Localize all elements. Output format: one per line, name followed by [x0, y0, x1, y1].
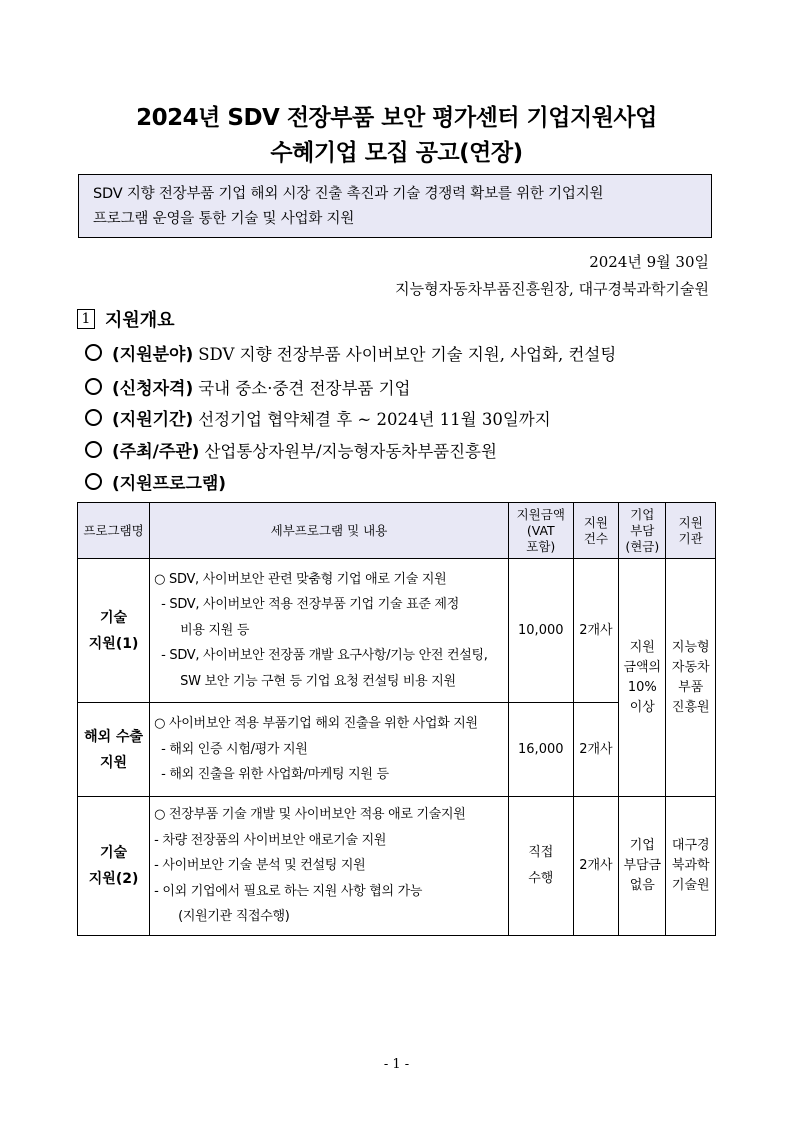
agency-line: 지능형 [671, 639, 710, 655]
agency-line: 대구경 [671, 837, 710, 853]
table-header-row [78, 503, 716, 559]
support-count: 2개사 [573, 559, 618, 703]
amount-line: 직접 [528, 844, 554, 860]
header-detail: 세부프로그램 및 내용 [150, 503, 509, 559]
program-name-line: 지원(1) [88, 635, 139, 652]
bullet-value: SDV 지향 전장부품 사이버보안 기술 지원, 사업화, 컨설팅 [198, 344, 617, 364]
agency-line: 자동차 [671, 659, 710, 675]
header-share-line: 기업 [630, 506, 655, 522]
detail-sub-cont: (지원기관 직접수행) [178, 909, 290, 924]
program-name-line: 기술 [100, 609, 128, 626]
bullet-label: (지원프로그램) [112, 474, 227, 494]
header-program: 프로그램명 [78, 503, 150, 559]
circle-bullet-icon [85, 473, 102, 490]
bullet-value: 산업통상자원부/지능형자동차부품진흥원 [204, 441, 497, 461]
detail-sub: - 해외 인증 시험/평가 지원 [161, 741, 308, 757]
company-share [619, 797, 666, 936]
share-line: 부담금 [623, 857, 662, 873]
circle-bullet-icon [85, 441, 102, 458]
support-amount [508, 797, 573, 936]
support-agency [666, 559, 716, 797]
header-share-line: (현금) [625, 538, 660, 554]
header-agency-line: 지원 [678, 514, 703, 530]
header-agency-line: 기관 [678, 530, 703, 546]
agency-line: 부품 [678, 679, 704, 695]
page-title-line1: 2024년 SDV 전장부품 보안 평가센터 기업지원사업 [136, 105, 657, 131]
bullet-item [85, 437, 497, 462]
detail-sub: - SDV, 사이버보안 적용 전장부품 기업 기술 표준 제정 [161, 597, 459, 613]
program-name-line: 지원(2) [88, 870, 139, 887]
detail-sub: - 이외 기업에서 필요로 하는 지원 사항 협의 가능 [154, 883, 423, 899]
support-count: 2개사 [573, 703, 618, 797]
header-amount-line: 지원금액 [516, 506, 565, 522]
detail-sub: - 사이버보안 기술 분석 및 컨설팅 지원 [154, 858, 366, 873]
agency-line: 진흥원 [671, 699, 710, 715]
header-amount [508, 503, 573, 559]
section-heading [77, 306, 175, 332]
bullet-value: 국내 중소·중견 전장부품 기업 [198, 378, 411, 398]
bullet-item [85, 374, 410, 399]
support-amount: 16,000 [508, 703, 573, 797]
share-line: 금액의 [623, 659, 662, 675]
detail-sub: - 해외 진출을 위한 사업화/마케팅 지원 등 [161, 767, 389, 783]
company-share [619, 559, 666, 797]
header-amount-line: (VAT [526, 522, 555, 538]
detail-sub: - SDV, 사이버보안 전장품 개발 요구사항/기능 안전 컨설팅, [161, 648, 488, 664]
program-detail [150, 797, 509, 936]
bullet-label: (지원분야) [112, 345, 194, 365]
support-agency [666, 797, 716, 936]
bullet-item [85, 469, 231, 494]
bullet-item [85, 405, 551, 430]
bullet-label: (주최/주관) [112, 442, 200, 462]
agency-line: 북과학 [671, 857, 710, 873]
detail-sub-cont: SW 보안 기능 구현 등 기업 요청 컨설팅 비용 지원 [180, 673, 456, 689]
circle-bullet-icon [85, 409, 102, 426]
detail-main: ○ 전장부품 기술 개발 및 사이버보안 적용 애로 기술지원 [154, 807, 466, 822]
program-detail [150, 559, 509, 703]
bullet-item [85, 340, 616, 365]
support-count: 2개사 [573, 797, 618, 936]
header-amount-line: 포함) [526, 538, 556, 554]
program-name-line: 기술 [100, 844, 128, 861]
circle-bullet-icon [85, 344, 102, 361]
issuing-organizations: 지능형자동차부품진흥원장, 대구경북과학기술원 [395, 280, 709, 298]
detail-sub-cont: 비용 지원 등 [180, 622, 250, 638]
program-name [78, 797, 150, 936]
detail-sub: - 차량 전장품의 사이버보안 애로기술 지원 [154, 832, 387, 848]
share-line: 10% [627, 679, 657, 695]
support-amount: 10,000 [508, 559, 573, 703]
agency-line: 기술원 [671, 877, 710, 893]
header-share [619, 503, 666, 559]
program-name [78, 559, 150, 703]
program-name [78, 703, 150, 797]
share-line: 지원 [629, 639, 655, 655]
share-line: 기업 [629, 837, 655, 853]
header-count-line: 건수 [583, 530, 608, 546]
header-share-line: 부담 [630, 522, 655, 538]
header-count-line: 지원 [583, 514, 608, 530]
summary-line1: SDV 지향 전장부품 기업 해외 시장 진출 촉진과 기술 경쟁력 확보를 위한 기업지원 [93, 186, 604, 202]
detail-main: ○ SDV, 사이버보안 관련 맞춤형 기업 애로 기술 지원 [154, 571, 447, 587]
detail-main: ○ 사이버보안 적용 부품기업 해외 진출을 위한 사업화 지원 [154, 716, 478, 732]
program-table [77, 502, 716, 936]
program-name-line: 지원 [100, 754, 128, 771]
amount-line: 수행 [528, 870, 554, 886]
bullet-value: 선정기업 협약체결 후 ~ 2024년 11월 30일까지 [198, 409, 551, 429]
summary-box [78, 174, 712, 238]
bullet-label: (지원기간) [112, 410, 194, 430]
header-agency [666, 503, 716, 559]
page-title-line2: 수혜기업 모집 공고(연장) [270, 140, 523, 166]
summary-line2: 프로그램 운영을 통한 기술 및 사업화 지원 [93, 211, 355, 227]
section-title: 지원개요 [105, 310, 175, 331]
circle-bullet-icon [85, 378, 102, 395]
bullet-label: (신청자격) [112, 379, 194, 399]
share-line: 이상 [629, 699, 655, 715]
share-line: 없음 [629, 877, 655, 893]
announcement-date: 2024년 9월 30일 [589, 253, 709, 271]
program-name-line: 해외 수출 [84, 728, 144, 745]
program-detail [150, 703, 509, 797]
page-number: - 1 - [383, 1057, 410, 1072]
table-row [78, 559, 716, 703]
header-count [573, 503, 618, 559]
section-number: 1 [77, 309, 95, 329]
table-row [78, 797, 716, 936]
